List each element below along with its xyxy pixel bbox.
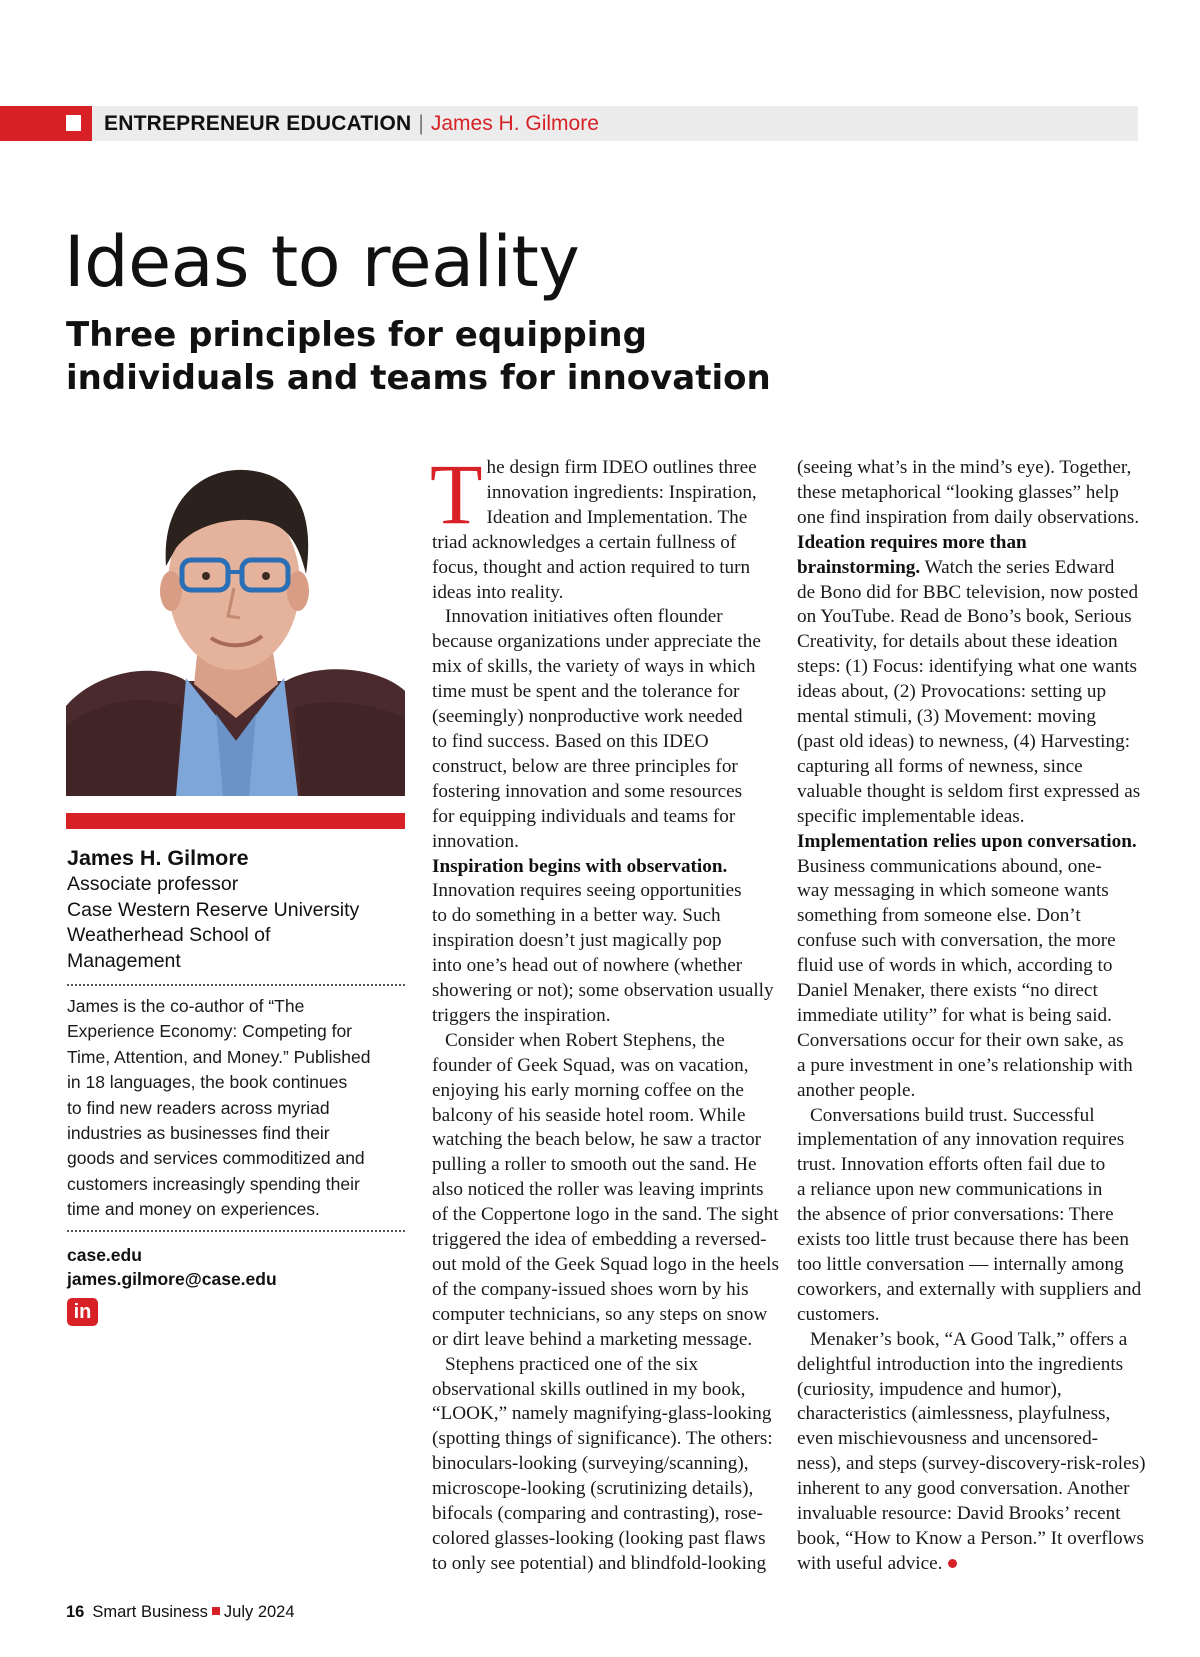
article-line: triggered the idea of embedding a reversed- — [432, 1229, 767, 1251]
author-bio-line: customers increasingly spending their — [67, 1173, 360, 1194]
article-line: of the company-issued shoes worn by his — [432, 1278, 749, 1300]
article-line: also noticed the roller was leaving imprints — [432, 1179, 764, 1201]
author-photo — [66, 456, 405, 796]
author-role — [67, 872, 407, 974]
article-line: even mischievousness and uncensored- — [797, 1428, 1099, 1450]
article-line: observational skills outlined in my book, — [432, 1378, 746, 1400]
article-line: Creativity, for details about these ideation — [797, 631, 1118, 653]
article-line: triggers the inspiration. — [432, 1004, 611, 1026]
article-line: Business communications abound, one- — [797, 855, 1102, 877]
article-line: to find success. Based on this IDEO — [432, 730, 709, 752]
article-line: or dirt leave behind a marketing message. — [432, 1328, 753, 1350]
article-line: inspiration doesn’t just magically pop — [432, 930, 722, 952]
article-line: Stephens practiced one of the six — [445, 1353, 699, 1375]
article-line: another people. — [797, 1079, 916, 1101]
article-subtitle — [66, 314, 786, 400]
article-line: something from someone else. Don’t — [797, 905, 1081, 927]
article-line: implementation of any innovation requires — [797, 1129, 1125, 1151]
article-line: microscope-looking (scrutinizing details), — [432, 1478, 754, 1500]
article-line: he design firm IDEO outlines three — [486, 457, 757, 478]
article-line: valuable thought is seldom first expressed as — [797, 780, 1141, 802]
article-line: ness), and steps (survey-discovery-risk-roles) — [797, 1453, 1146, 1475]
article-line: founder of Geek Squad, was on vacation, — [432, 1054, 749, 1076]
article-line: customers. — [797, 1303, 880, 1325]
article-line: because organizations under appreciate the — [432, 631, 761, 653]
article-line: Conversations build trust. Successful — [810, 1104, 1095, 1126]
author-accent-bar — [66, 813, 405, 829]
article-line: inherent to any good conversation. Another — [797, 1478, 1130, 1500]
article-line: on YouTube. Read de Bono’s book, Serious — [797, 606, 1132, 628]
section-heading-ideation: Ideation requires more than — [797, 531, 1027, 553]
footer-square-icon — [212, 1607, 220, 1615]
dotted-divider — [67, 984, 405, 986]
article-line: enjoying his early morning coffee on the — [432, 1079, 744, 1101]
article-line: fluid use of words in which, according to — [797, 955, 1113, 977]
article-line: coworkers, and externally with suppliers and — [797, 1278, 1142, 1300]
article-line: (seemingly) nonproductive work needed — [432, 706, 743, 728]
article-line: (seeing what’s in the mind’s eye). Together, — [797, 457, 1132, 478]
author-bio-line: time and money on experiences. — [67, 1199, 320, 1220]
article-line: steps: (1) Focus: identifying what one wants — [797, 656, 1137, 678]
article-final-line: with useful advice. — [797, 1552, 1139, 1577]
article-line: a reliance upon new communications in — [797, 1179, 1103, 1201]
article-column-1 — [430, 446, 779, 1577]
article-line: to do something in a better way. Such — [432, 905, 721, 927]
article-line: (curiosity, impudence and humor), — [797, 1378, 1062, 1400]
page-number: 16 — [66, 1603, 85, 1621]
article-line: these metaphorical “looking glasses” help — [797, 481, 1119, 503]
article-line: immediate utility” for what is being said. — [797, 1004, 1112, 1026]
article-line: bifocals (comparing and contrasting), rose- — [432, 1503, 763, 1525]
article-line: computer technicians, so any steps on snow — [432, 1303, 768, 1325]
article-line: ideas about, (2) Provocations: setting up — [797, 681, 1107, 703]
article-line: innovation. — [432, 830, 519, 852]
section-heading-implementation: Implementation relies upon conversation. — [797, 830, 1137, 852]
article-line: Consider when Robert Stephens, the — [445, 1029, 725, 1051]
article-line: pulling a roller to smooth out the sand. He — [432, 1154, 757, 1176]
article-line: Ideation and Implementation. The — [486, 506, 748, 528]
section-heading-ideation-end: brainstorming. — [797, 556, 921, 578]
article-line: of the Coppertone logo in the sand. The sight — [432, 1204, 779, 1226]
article-line: Innovation requires seeing opportunities — [432, 880, 742, 902]
article-line: mental stimuli, (3) Movement: moving — [797, 706, 1096, 728]
subtitle-line: individuals and teams for innovation — [66, 358, 771, 398]
article-line: confuse such with conversation, the more — [797, 930, 1116, 952]
section-header-text — [104, 106, 599, 141]
article-line: (past old ideas) to newness, (4) Harvesting: — [797, 730, 1131, 752]
dotted-divider — [67, 1230, 405, 1232]
article-line: for equipping individuals and teams for — [432, 805, 736, 827]
article-line: Conversations occur for their own sake, as — [797, 1029, 1124, 1051]
author-bio-line: James is the co-author of “The — [67, 996, 305, 1016]
drop-cap: T — [430, 446, 483, 542]
article-line: colored glasses-looking (looking past flaws — [432, 1527, 766, 1549]
article-line: invaluable resource: David Brooks’ recent — [797, 1503, 1121, 1525]
article-line: to only see potential) and blindfold-looking — [432, 1552, 767, 1574]
article-line: focus, thought and action required to turn — [432, 556, 751, 578]
section-separator: | — [418, 112, 424, 135]
section-accent-block — [0, 106, 92, 141]
subtitle-line: Three principles for equipping — [66, 315, 647, 355]
article-line: innovation ingredients: Inspiration, — [486, 481, 757, 503]
article-line: (spotting things of significance). The others: — [432, 1428, 773, 1450]
author-bio-line: goods and services commoditized and — [67, 1148, 365, 1169]
article-line: delightful introduction into the ingredients — [797, 1353, 1124, 1375]
article-line: the absence of prior conversations: There — [797, 1204, 1114, 1226]
author-role-line: Associate professor — [67, 873, 239, 895]
article-line: fostering innovation and some resources — [432, 780, 743, 802]
article-line: specific implementable ideas. — [797, 805, 1025, 827]
linkedin-icon[interactable]: in — [67, 1298, 98, 1326]
issue-date: July 2024 — [223, 1603, 295, 1621]
author-bio-line: Time, Attention, and Money.” Published — [67, 1046, 371, 1067]
article-line: construct, below are three principles for — [432, 755, 738, 777]
article-line: brainstorming. Watch the series Edward — [797, 556, 1115, 578]
article-line: Daniel Menaker, there exists “no direct — [797, 980, 1098, 1002]
author-role-line: Management — [67, 949, 181, 972]
article-line: into one’s head out of nowhere (whether — [432, 955, 743, 977]
section-author: James H. Gilmore — [430, 112, 599, 135]
article-line: one find inspiration from daily observations. — [797, 506, 1140, 528]
article-line: out mold of the Geek Squad logo in the heels — [432, 1254, 779, 1275]
author-bio — [67, 994, 407, 1223]
article-line: balcony of his seaside hotel room. While — [432, 1104, 746, 1126]
article-line: time must be spent and the tolerance for — [432, 681, 740, 703]
article-line: way messaging in which someone wants — [797, 880, 1109, 902]
article-line: a pure investment in one’s relationship with — [797, 1054, 1133, 1076]
email-link[interactable]: james.gilmore@case.edu — [67, 1269, 277, 1289]
article-line: book, “How to Know a Person.” It overflows — [797, 1527, 1144, 1549]
author-bio-line: industries as businesses find their — [67, 1123, 330, 1144]
article-line: too little conversation — internally among — [797, 1254, 1124, 1275]
article-line: de Bono did for BBC television, now posted — [797, 581, 1139, 603]
article-line: capturing all forms of newness, since — [797, 755, 1083, 777]
section-name: ENTREPRENEUR EDUCATION — [104, 112, 412, 135]
article-line: trust. Innovation efforts often fail due to — [797, 1154, 1106, 1176]
article-column-2 — [797, 456, 1146, 1577]
article-line: showering or not); some observation usually — [432, 980, 774, 1002]
article-line: mix of skills, the variety of ways in which — [432, 656, 756, 678]
end-mark-icon — [948, 1559, 957, 1568]
article-line: “LOOK,” namely magnifying-glass-looking — [432, 1403, 772, 1425]
article-line: watching the beach below, he saw a tractor — [432, 1129, 762, 1151]
website-link[interactable]: case.edu — [67, 1245, 142, 1265]
author-role-line: Case Western Reserve University — [67, 898, 360, 921]
article-title: Ideas to reality — [64, 221, 580, 303]
section-square-icon — [66, 115, 81, 131]
article-line: characteristics (aimlessness, playfulness, — [797, 1403, 1111, 1425]
article-line: binoculars-looking (surveying/scanning), — [432, 1453, 749, 1475]
publication-name: Smart Business — [92, 1603, 208, 1621]
article-line: Menaker’s book, “A Good Talk,” offers a — [810, 1328, 1128, 1350]
author-bio-line: in 18 languages, the book continues — [67, 1072, 348, 1093]
article-line: triad acknowledges a certain fullness of — [432, 531, 737, 553]
author-role-line: Weatherhead School of — [67, 924, 271, 946]
page-footer — [66, 1601, 295, 1623]
author-name: James H. Gilmore — [67, 846, 249, 870]
article-line: ideas into reality. — [432, 581, 564, 603]
author-bio-line: Experience Economy: Competing for — [67, 1021, 352, 1042]
author-bio-line: to find new readers across myriad — [67, 1097, 330, 1118]
section-header-band — [0, 106, 1138, 141]
section-heading-inspiration: Inspiration begins with observation. — [432, 855, 728, 877]
article-line: Innovation initiatives often flounder — [445, 606, 723, 628]
article-line: exists too little trust because there has been — [797, 1229, 1129, 1251]
